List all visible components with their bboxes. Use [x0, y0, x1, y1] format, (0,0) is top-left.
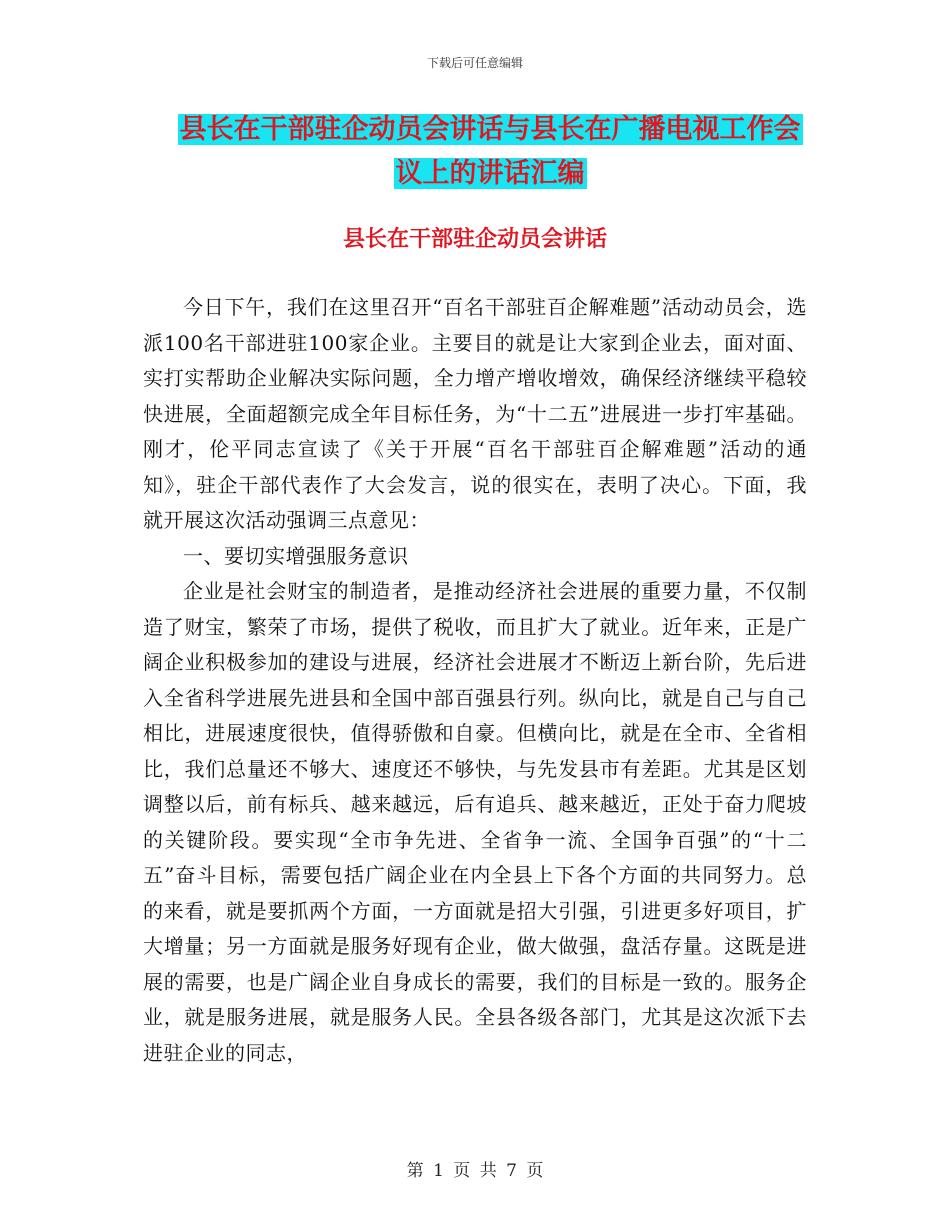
header-note: 下载后可任意编辑 — [426, 56, 523, 70]
main-title — [140, 108, 840, 196]
main-title-line2: 议上的讲话汇编 — [395, 158, 585, 189]
body-text — [143, 290, 807, 1071]
paragraph-heading: 一、要切实增强服务意识 — [183, 543, 409, 568]
paragraph: 今日下午，我们在这里召开“百名干部驻百企解难题”活动动员会，选派100名干部进驻100家企业。主要目的就是让大家到企业去，面对面、实打实帮助企业解决实际问题，全力增产增收增效，确保经济继续平稳较快进展，全面超额完成全年目标任务，为“十二五”进展进一步打牢基础。刚才，伦平同志宣读了《关于开展“百名干部驻百企解难题”活动的通知》，驻企干部代表作了大会发言，说的很实在，表明了决心。下面，我就开展这次活动强调三点意见： — [143, 295, 807, 532]
page-footer: 第 1 页 共 7 页 — [406, 1161, 544, 1181]
main-title-line1: 县长在干部驻企动员会讲话与县长在广播电视工作会 — [179, 114, 801, 145]
section-title: 县长在干部驻企动员会讲话 — [342, 226, 607, 252]
paragraph: 企业是社会财宝的制造者，是推动经济社会进展的重要力量，不仅制造了财宝，繁荣了市场，提供了税收，而且扩大了就业。近年来，正是广阔企业积极参加的建设与进展，经济社会进展才不断迈上新台阶，先后进入全省科学进展先进县和全国中部百强县行列。纵向比，就是自己与自己相比，进展速度很快，值得骄傲和自豪。但横向比，就是在全市、全省相比，我们总量还不够大、速度还不够快，与先发县市有差距。尤其是区划调整以后，前有标兵、越来越远，后有追兵、越来越近，正处于奋力爬坡的关键阶段。要实现“全市争先进、全省争一流、全国争百强”的“十二五”奋斗目标，需要包括广阔企业在内全县上下各个方面的共同努力。总的来看，就是要抓两个方面，一方面就是招大引强，引进更多好项目，扩大增量；另一方面就是服务好现有企业，做大做强，盘活存量。这既是进展的需要，也是广阔企业自身成长的需要，我们的目标是一致的。服务企业，就是服务进展，就是服务人民。全县各级各部门，尤其是这次派下去进驻企业的同志， — [143, 579, 807, 1065]
